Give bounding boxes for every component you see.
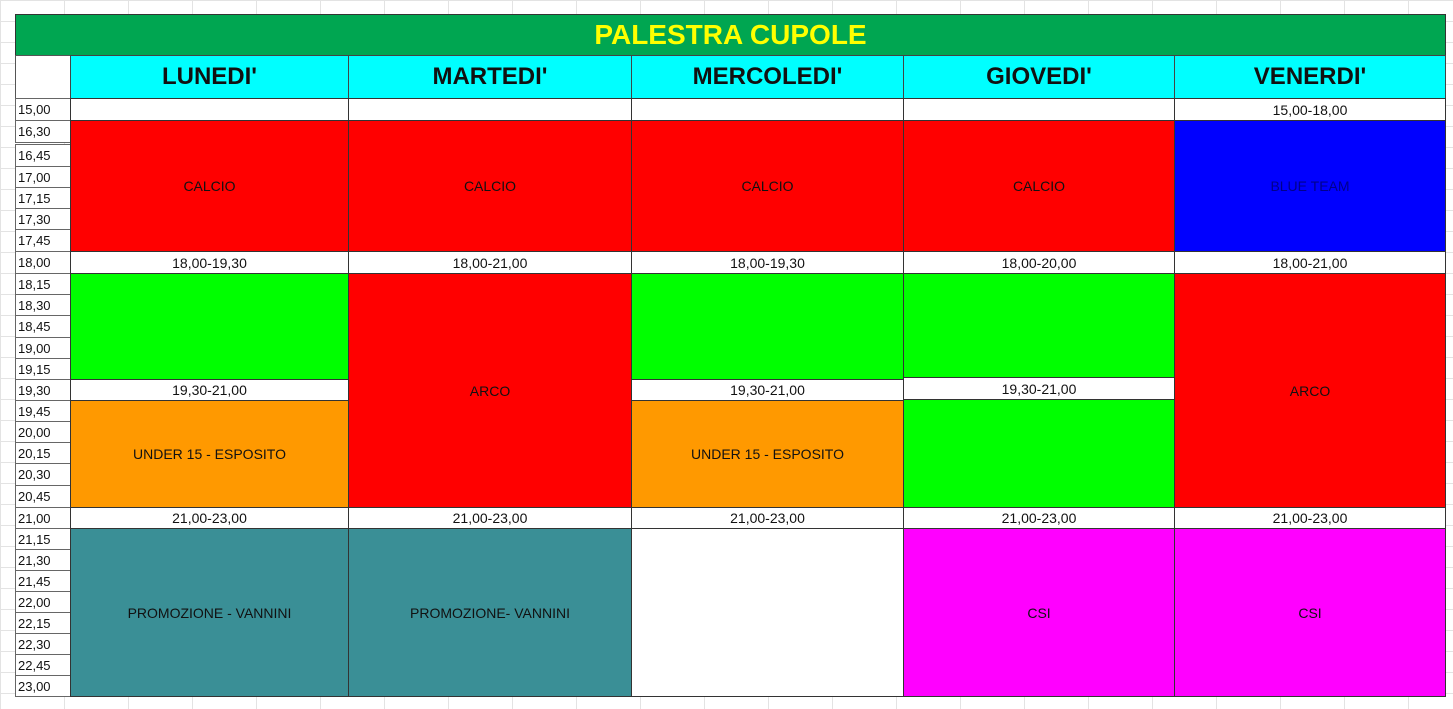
page-title: PALESTRA CUPOLE bbox=[15, 14, 1446, 56]
day-header-mercoledi[interactable]: MERCOLEDI' bbox=[631, 55, 904, 99]
empty-cell[interactable] bbox=[631, 98, 904, 121]
block-blue-team-venerdi[interactable]: BLUE TEAM bbox=[1174, 120, 1446, 252]
hours-cell[interactable]: 19,30-21,00 bbox=[631, 379, 904, 401]
hours-cell[interactable]: 18,00-21,00 bbox=[1174, 251, 1446, 274]
hours-cell[interactable]: 15,00-18,00 bbox=[1174, 98, 1446, 121]
time-label[interactable]: 19,00 bbox=[15, 337, 71, 359]
time-label[interactable]: 21,45 bbox=[15, 570, 71, 592]
time-label[interactable]: 23,00 bbox=[15, 675, 71, 697]
day-header-martedi[interactable]: MARTEDI' bbox=[348, 55, 632, 99]
hours-cell[interactable]: 21,00-23,00 bbox=[631, 507, 904, 529]
time-label[interactable]: 17,00 bbox=[15, 166, 71, 188]
time-label[interactable]: 17,30 bbox=[15, 208, 71, 230]
empty-cell[interactable] bbox=[903, 98, 1175, 121]
hours-cell[interactable]: 21,00-23,00 bbox=[348, 507, 632, 529]
empty-cell[interactable] bbox=[70, 98, 349, 121]
hours-cell[interactable]: 21,00-23,00 bbox=[70, 507, 349, 529]
time-label[interactable]: 18,30 bbox=[15, 294, 71, 316]
time-label[interactable]: 15,00 bbox=[15, 98, 71, 121]
day-header-venerdi[interactable]: VENERDI' bbox=[1174, 55, 1446, 99]
time-label[interactable]: 19,30 bbox=[15, 379, 71, 401]
time-label[interactable]: 22,15 bbox=[15, 612, 71, 634]
time-label[interactable]: 17,45 bbox=[15, 229, 71, 252]
empty-cell[interactable] bbox=[348, 98, 632, 121]
time-label[interactable]: 18,15 bbox=[15, 273, 71, 295]
block-under15-mercoledi[interactable]: UNDER 15 - ESPOSITO bbox=[631, 400, 904, 508]
block-calcio-lunedi[interactable]: CALCIO bbox=[70, 120, 349, 252]
time-label[interactable]: 21,30 bbox=[15, 549, 71, 571]
time-label[interactable]: 22,30 bbox=[15, 633, 71, 655]
time-label[interactable]: 22,45 bbox=[15, 654, 71, 676]
block-green-giovedi[interactable] bbox=[903, 273, 1175, 378]
block-arco-martedi[interactable]: ARCO bbox=[348, 273, 632, 508]
block-green-mercoledi[interactable] bbox=[631, 273, 904, 380]
time-label[interactable]: 19,45 bbox=[15, 400, 71, 422]
block-csi-giovedi[interactable]: CSI bbox=[903, 528, 1175, 697]
time-label[interactable]: 20,00 bbox=[15, 421, 71, 443]
block-promozione-martedi[interactable]: PROMOZIONE- VANNINI bbox=[348, 528, 632, 697]
hours-cell[interactable]: 18,00-20,00 bbox=[903, 251, 1175, 274]
hours-cell[interactable]: 18,00-21,00 bbox=[348, 251, 632, 274]
time-label[interactable]: 20,30 bbox=[15, 463, 71, 486]
header-corner-cell[interactable] bbox=[15, 55, 71, 99]
block-promozione-lunedi[interactable]: PROMOZIONE - VANNINI bbox=[70, 528, 349, 697]
block-under15-lunedi[interactable]: UNDER 15 - ESPOSITO bbox=[70, 400, 349, 508]
block-calcio-giovedi[interactable]: CALCIO bbox=[903, 120, 1175, 252]
time-label[interactable]: 18,45 bbox=[15, 315, 71, 338]
time-label[interactable]: 20,45 bbox=[15, 485, 71, 508]
time-label[interactable]: 21,15 bbox=[15, 528, 71, 550]
block-empty-mercoledi[interactable] bbox=[631, 528, 904, 697]
hours-cell[interactable]: 18,00-19,30 bbox=[631, 251, 904, 274]
hours-cell[interactable]: 21,00-23,00 bbox=[1174, 507, 1446, 529]
day-header-giovedi[interactable]: GIOVEDI' bbox=[903, 55, 1175, 99]
block-csi-venerdi[interactable]: CSI bbox=[1174, 528, 1446, 697]
time-label[interactable]: 22,00 bbox=[15, 591, 71, 613]
time-label[interactable]: 18,00 bbox=[15, 251, 71, 274]
hours-cell[interactable]: 18,00-19,30 bbox=[70, 251, 349, 274]
block-green-lunedi[interactable] bbox=[70, 273, 349, 380]
time-label[interactable]: 16,45 bbox=[15, 144, 71, 167]
time-label[interactable]: 21,00 bbox=[15, 507, 71, 529]
time-label[interactable]: 20,15 bbox=[15, 442, 71, 464]
block-green-giovedi-2[interactable] bbox=[903, 399, 1175, 508]
time-label[interactable]: 17,15 bbox=[15, 187, 71, 209]
hours-cell[interactable]: 19,30-21,00 bbox=[70, 379, 349, 401]
time-label[interactable]: 16,30 bbox=[15, 120, 71, 143]
block-calcio-mercoledi[interactable]: CALCIO bbox=[631, 120, 904, 252]
time-label[interactable]: 19,15 bbox=[15, 358, 71, 380]
day-header-lunedi[interactable]: LUNEDI' bbox=[70, 55, 349, 99]
hours-cell[interactable]: 19,30-21,00 bbox=[903, 377, 1175, 400]
block-arco-venerdi[interactable]: ARCO bbox=[1174, 273, 1446, 508]
block-calcio-martedi[interactable]: CALCIO bbox=[348, 120, 632, 252]
hours-cell[interactable]: 21,00-23,00 bbox=[903, 507, 1175, 529]
